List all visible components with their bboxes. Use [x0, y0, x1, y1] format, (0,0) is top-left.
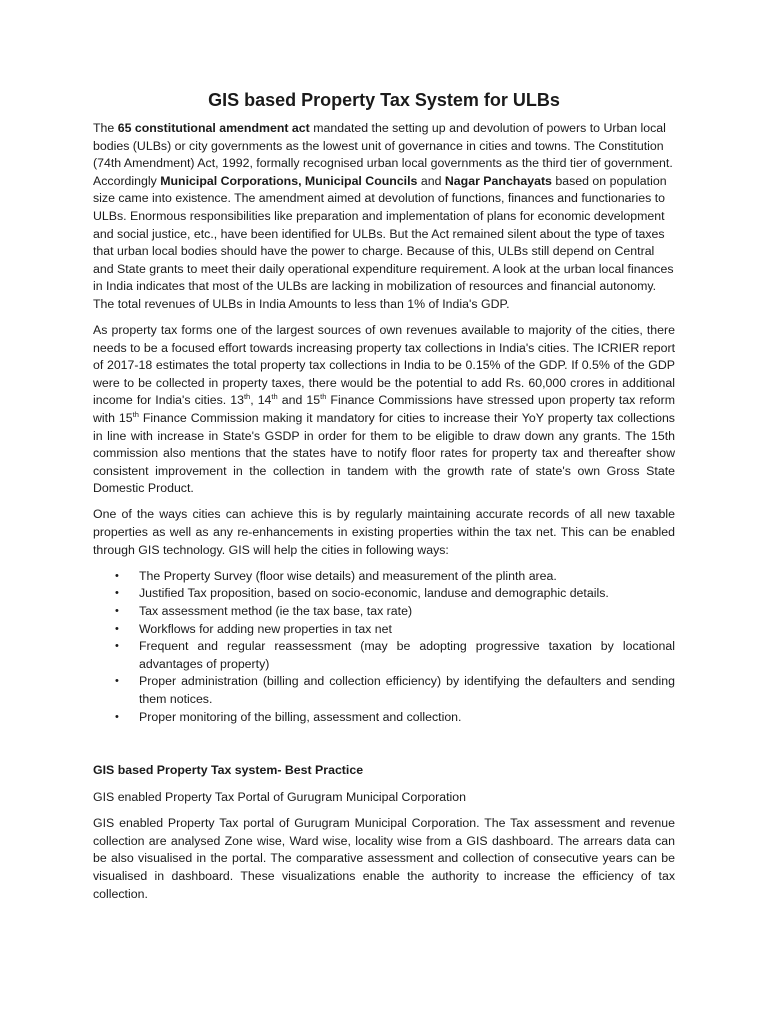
superscript: th: [132, 409, 139, 419]
superscript: th: [271, 392, 278, 402]
superscript: th: [320, 392, 327, 402]
best-practice-paragraph: GIS enabled Property Tax portal of Gurugram Municipal Corporation. The Tax assessment and revenue collection are analysed Zone wise, Ward wise, locality wise from a GIS dashboard. The arrears data can be also visualised in the portal. The comparative assessment and collection of consecutive years can be visualised in dashboard. These visualizations enable the authority to increase the efficiency of tax collection.: [93, 816, 675, 901]
bullet-icon: •: [115, 710, 119, 723]
bullet-icon: •: [115, 640, 119, 653]
paragraph-text: Finance Commissions have stressed upon property tax reform with 15: [93, 393, 675, 425]
list-item-text: Tax assessment method (ie the tax base, tax rate): [139, 603, 413, 618]
bullet-icon: •: [115, 675, 119, 688]
best-practice-heading: GIS based Property Tax system- Best Practice: [93, 763, 364, 778]
intro-paragraph: [93, 120, 675, 314]
bullet-icon: •: [115, 587, 119, 600]
gis-ways-paragraph: One of the ways cities can achieve this is by regularly maintaining accurate records of all new taxable properties as well as any re-enhancements in existing properties within the tax net. This can be enabled through GIS technology. GIS will help the cities in following ways:: [93, 507, 675, 557]
bullet-icon: •: [115, 604, 119, 617]
gis-benefits-list: [93, 568, 675, 726]
list-item: [93, 585, 675, 603]
list-item-text: The Property Survey (floor wise details) and measurement of the plinth area.: [139, 568, 557, 583]
bullet-icon: •: [115, 622, 119, 635]
bullet-icon: •: [115, 569, 119, 582]
list-item-text: Frequent and regular reassessment (may be adopting progressive taxation by locational advantages of property): [139, 639, 675, 671]
list-item: [93, 603, 675, 621]
paragraph-text: , 14: [250, 393, 272, 408]
intro-text: mandated the setting up and devolution of powers to Urban local bodies (ULBs) or city governments as the lowest unit of governance in cities and towns. The Constitution (74th Amendment) Act, 1992, formally recognised urban local governments as the third tier of government. Accordingly: [93, 121, 673, 188]
intro-text: based on population size came into existence. The amendment aimed at devolution of functions, finances and functionaries to ULBs. Enormous responsibilities like preparation and implementation of plans for economic development and social justice, etc., have been identified for ULBs. But the Act remained silent about the type of taxes that urban local bodies should have the power to charge. Because of this, ULBs still depend on Central and State grants to meet their daily operational expenditure requirement. A look at the urban local finances in India indicates that most of the ULBs are lacking in mobilization of resources and financial autonomy. The total revenues of ULBs in India Amounts to less than 1% of India's GDP.: [93, 173, 674, 311]
paragraph-text: and 15: [277, 393, 321, 408]
list-item: [93, 673, 675, 708]
list-item-text: Proper administration (billing and collection efficiency) by identifying the defaulters and sending them notices.: [139, 674, 675, 706]
intro-bold-text: 65 constitutional amendment act: [117, 121, 310, 135]
list-item: [93, 568, 675, 586]
list-item-text: Workflows for adding new properties in tax net: [139, 621, 392, 636]
list-item-text: Proper monitoring of the billing, assessment and collection.: [139, 709, 462, 724]
list-item-text: Justified Tax proposition, based on socio-economic, landuse and demographic details.: [139, 586, 609, 601]
superscript: th: [243, 392, 251, 402]
intro-text: and: [417, 173, 445, 188]
paragraph-text: As property tax forms one of the largest sources of own revenues available to majority of the cities, there needs to be a focused effort towards increasing property tax collections in India's cities. The ICRIER report of 2017-18 estimates the total property tax collections in India to be 0.15% of the GDP. If 0.5% of the GDP were to be collected in property taxes, there would be the potential to add Rs. 60,000 crores in additional income for India's cities. 13: [93, 323, 675, 408]
intro-bold-text: Municipal Corporations, Municipal Councils: [160, 173, 418, 188]
best-practice-subheading: GIS enabled Property Tax Portal of Gurugram Municipal Corporation: [93, 789, 467, 804]
document-title: GIS based Property Tax System for ULBs: [208, 90, 560, 110]
intro-text: The: [93, 121, 118, 135]
paragraph-text: Finance Commission making it mandatory for cities to increase their YoY property tax collections in line with increase in State's GSDP in order for them to be eligible to draw down any grants. The 15th commission also mentions that the states have to notify floor rates for property tax and thereafter show consistent improvement in the collection in tandem with the growth rate of state's own Gross State Domestic Product.: [93, 411, 675, 496]
intro-bold-text: Nagar Panchayats: [444, 173, 552, 188]
document-body: [93, 88, 675, 912]
property-tax-paragraph: [93, 322, 675, 498]
list-item: [93, 621, 675, 639]
list-item: [93, 638, 675, 673]
list-item: [93, 709, 675, 727]
